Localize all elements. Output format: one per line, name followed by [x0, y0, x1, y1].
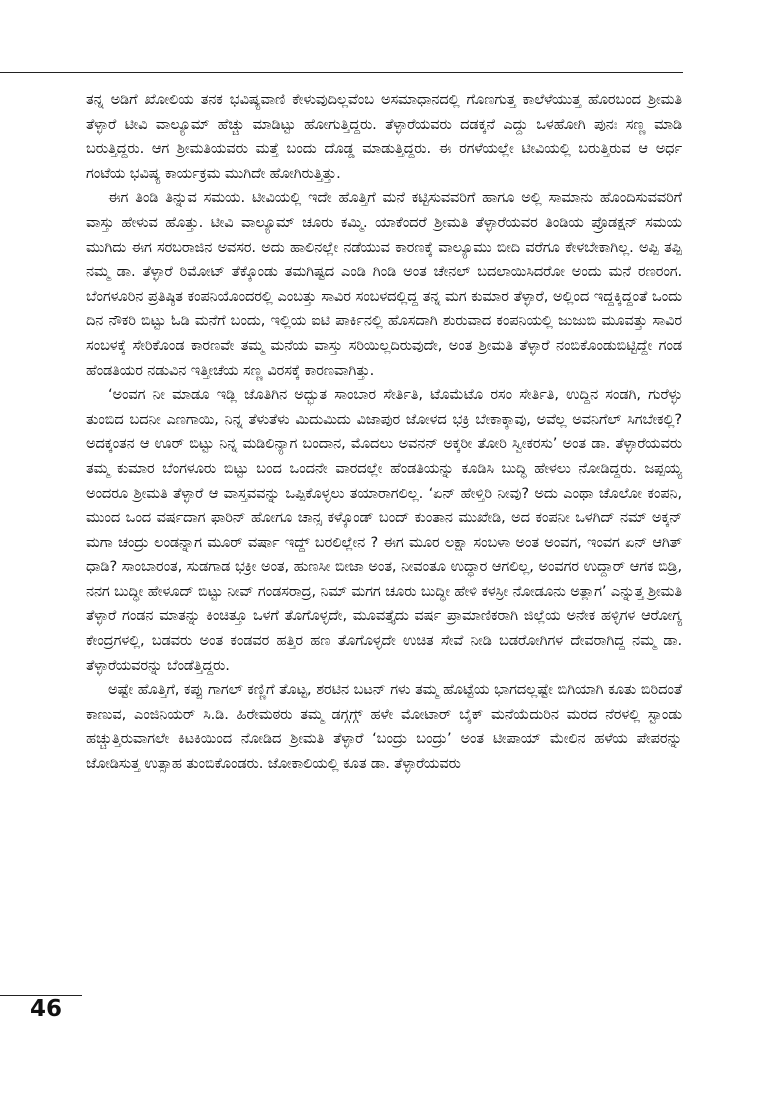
header-rule: [0, 72, 683, 73]
paragraph: ತನ್ನ ಅಡಿಗೆ ಖೋಲಿಯ ತನಕ ಭವಿಷ್ಯವಾಣಿ ಕೇಳುವುದಿಲ್ಲವೆಂಬ ಅಸಮಾಧಾನದಲ್ಲಿ ಗೊಣಗುತ್ತ ಕಾಲೆಳೆಯುತ್ತ ಹೊರಬಂದ ಶ್ರೀಮತಿ ತೆಳ್ಳಾರೆ ಟೀವಿ ವಾಲ್ಯೂಮ್ ಹೆಚ್ಚು ಮಾಡಿಟ್ಟು ಹೋಗುತ್ತಿದ್ದರು. ತೆಳ್ಳಾರೆಯವರು ದಡಕ್ಕನೆ ಎದ್ದು ಒಳಹೋಗಿ ಪುನಃ ಸಣ್ಣ ಮಾಡಿ ಬರುತ್ತಿದ್ದರು. ಆಗ ಶ್ರೀಮತಿಯವರು ಮತ್ತೆ ಬಂದು ದೊಡ್ಡ ಮಾಡುತ್ತಿದ್ದರು. ಈ ರಗಳೆಯಲ್ಲೇ ಟೀವಿಯಲ್ಲಿ ಬರುತ್ತಿರುವ ಆ ಅರ್ಧ ಗಂಟೆಯ ಭವಿಷ್ಯ ಕಾರ್ಯಕ್ರಮ ಮುಗಿದೇ ಹೋಗಿರುತ್ತಿತ್ತು.: [86, 91, 682, 182]
page-number: 46: [30, 996, 63, 1022]
paragraph: ‘ಅಂವಗ ನೀ ಮಾಡೂ ಇಡ್ಲಿ ಜೊತಿಗಿನ ಅದ್ಭುತ ಸಾಂಬಾರ ಸೇರ್ತಿತಿ, ಟೊಮೆಟೊ ರಸಂ ಸೇರ್ತಿತಿ, ಉದ್ದಿನ ಸಂಡಗಿ, ಗುರೆಳ್ಳು ತುಂಬಿದ ಬದನೀ ಎಣಗಾಯಿ, ನಿನ್ನ ತೆಳುತೆಳು ಮಿದುಮಿದು ವಿಜಾಪುರ ಜೋಳದ ಭಕ್ರಿ ಬೇಕಾಕ್ಕಾವು, ಅವೆಲ್ಲ ಅವನಿಗೆಲ್ ಸಿಗಬೇಕಲ್ಲಿ? ಅದಕ್ಕಂತನ ಆ ಊರ್ ಬಿಟ್ಟು ನಿನ್ನ ಮಡಿಲಿನ್ಯಾಗ ಬಂದಾನ, ಮೊದಲು ಅವನನ್ ಅಕ್ಕರೀ ತೋರಿ ಸ್ವೀಕರಸು’ ಅಂತ ಡಾ. ತೆಳ್ಳಾರೆಯವರು ತಮ್ಮ ಕುಮಾರ ಬೆಂಗಳೂರು ಬಿಟ್ಟು ಬಂದ ಒಂದನೇ ವಾರದಲ್ಲೇ ಹೆಂಡತಿಯನ್ನು ಕೂಡಿಸಿ ಬುದ್ಧಿ ಹೇಳಲು ನೋಡಿದ್ದರು. ಜಪ್ಪಯ್ಯ ಅಂದರೂ ಶ್ರೀಮತಿ ತೆಳ್ಳಾರೆ ಆ ವಾಸ್ತವವನ್ನು ಒಪ್ಪಿಕೊಳ್ಳಲು ತಯಾರಾಗಲಿಲ್ಲ. ‘ಏನ್ ಹೇಳ್ತಿರಿ ನೀವು? ಅದು ಎಂಥಾ ಚೊಲೋ ಕಂಪನಿ, ಮುಂದ ಒಂದ ವರ್ಷದಾಗ ಫಾರಿನ್ ಹೋಗೂ ಚಾನ್ಸ ಕಳ್ಕೊಂಡ್ ಬಂದ್ ಕುಂತಾನ ಮುಖೇಡಿ, ಅದ ಕಂಪನೀ ಒಳಗಿದ್ ನಮ್ ಅಕ್ಕನ್ ಮಗಾ ಚಂದ್ರು ಲಂಡನ್ನಾಗ ಮೂರ್ ವರ್ಷಾ ಇದ್ದ್ ಬರಲಿಲ್ಲೇನ ? ಈಗ ಮೂರ ಲಕ್ಷಾ ಸಂಬಳಾ ಅಂತ ಅಂವಗ, ಇಂವಗ ಏನ್ ಆಗಿತ್ ಧಾಡಿ? ಸಾಂಬಾರಂತ, ಸುಡಗಾಡ ಭಕ್ರೀ ಅಂತ, ಹುಣಸೀ ಬೀಜಾ ಅಂತ, ನೀವಂತೂ ಉದ್ಧಾರ ಆಗಲಿಲ್ಲ, ಅಂವಗರ ಉದ್ದಾರ್ ಆಗಕ ಬಿಡ್ರಿ, ನನಗ ಬುದ್ಧೀ ಹೇಳೂದ್ ಬಿಟ್ಟು ನೀವ್ ಗಂಡಸರಾದ್ರ, ನಿಮ್ ಮಗಗ ಚೂರು ಬುದ್ಧೀ ಹೇಳಿ ಕಳಸ್ರೀ ನೋಡೂನು ಅತ್ಲಾಗ’ ಎನ್ನುತ್ತ ಶ್ರೀಮತಿ ತೆಳ್ಳಾರೆ ಗಂಡನ ಮಾತನ್ನು ಕಿಂಚಿತ್ತೂ ಒಳಗೆ ತೊಗೊಳ್ಳದೇ, ಮೂವತ್ತೈದು ವರ್ಷ ಪ್ರಾಮಾಣಿಕರಾಗಿ ಜಿಲ್ಲೆಯ ಅನೇಕ ಹಳ್ಳಿಗಳ ಆರೋಗ್ಯ ಕೇಂದ್ರಗಳಲ್ಲಿ, ಬಡವರು ಅಂತ ಕಂಡವರ ಹತ್ತಿರ ಹಣ ತೊಗೊಳ್ಳದೇ ಉಚಿತ ಸೇವೆ ನೀಡಿ ಬಡರೋಗಿಗಳ ದೇವರಾಗಿದ್ದ ನಮ್ಮ ಡಾ. ತೆಳ್ಳಾರೆಯವರನ್ನು ಬೆಂಡೆತ್ತಿದ್ದರು.: [86, 386, 682, 674]
paragraph: ಈಗ ತಿಂಡಿ ತಿನ್ನುವ ಸಮಯ. ಟೀವಿಯಲ್ಲಿ ಇದೇ ಹೊತ್ತಿಗೆ ಮನೆ ಕಟ್ಟಿಸುವವರಿಗೆ ಹಾಗೂ ಅಲ್ಲಿ ಸಾಮಾನು ಹೊಂದಿಸುವವರಿಗೆ ವಾಸ್ತು ಹೇಳುವ ಹೊತ್ತು. ಟೀವಿ ವಾಲ್ಯೂಮ್ ಚೂರು ಕಮ್ಮಿ. ಯಾಕೆಂದರೆ ಶ್ರೀಮತಿ ತೆಳ್ಳಾರೆಯವರ ತಿಂಡಿಯ ಪ್ರೊಡಕ್ಷನ್ ಸಮಯ ಮುಗಿದು ಈಗ ಸರಬರಾಜಿನ ಅವಸರ. ಅದು ಹಾಲಿನಲ್ಲೇ ನಡೆಯುವ ಕಾರಣಕ್ಕೆ ವಾಲ್ಯೂಮು ಬೀದಿ ವರೆಗೂ ಕೇಳಬೇಕಾಗಿಲ್ಲ. ಅಪ್ಪಿ ತಪ್ಪಿ ನಮ್ಮ ಡಾ. ತೆಳ್ಳಾರೆ ರಿಮೋಟ್ ತೆಕ್ಕೊಂಡು ತಮಗಿಷ್ಟದ ಎಂಡಿ ಗಿಂಡಿ ಅಂತ ಚೇನಲ್ ಬದಲಾಯಿಸಿದರೋ ಅಂದು ಮನೆ ರಣರಂಗ. ಬೆಂಗಳೂರಿನ ಪ್ರತಿಷ್ಠಿತ ಕಂಪನಿಯೊಂದರಲ್ಲಿ ಎಂಬತ್ತು ಸಾವಿರ ಸಂಬಳದಲ್ಲಿದ್ದ ತನ್ನ ಮಗ ಕುಮಾರ ತೆಳ್ಳಾರೆ, ಅಲ್ಲಿಂದ ಇದ್ದಕ್ಕಿದ್ದಂತೆ ಒಂದು ದಿನ ನೌಕರಿ ಬಿಟ್ಟು ಓಡಿ ಮನೆಗೆ ಬಂದು, ಇಲ್ಲಿಯ ಐಟಿ ಪಾರ್ಕಿನಲ್ಲಿ ಹೊಸದಾಗಿ ಶುರುವಾದ ಕಂಪನಿಯಲ್ಲಿ ಜುಜುಬಿ ಮೂವತ್ತು ಸಾವಿರ ಸಂಬಳಕ್ಕೆ ಸೇರಿಕೊಂಡ ಕಾರಣವೇ ತಮ್ಮ ಮನೆಯ ವಾಸ್ತು ಸರಿಯಿಲ್ಲದಿರುವುದೇ, ಅಂತ ಶ್ರೀಮತಿ ತೆಳ್ಳಾರೆ ನಂಬಿಕೊಂಡುಬಿಟ್ಟಿದ್ದೇ ಗಂಡ ಹೆಂಡತಿಯರ ನಡುವಿನ ಇತ್ತೀಚೆಯ ಸಣ್ಣ ವಿರಸಕ್ಕೆ ಕಾರಣವಾಗಿತ್ತು.: [86, 189, 682, 379]
paragraph: ಅಷ್ಟೇ ಹೊತ್ತಿಗೆ, ಕಪ್ಪು ಗಾಗಲ್ ಕಣ್ಣಿಗೆ ತೊಟ್ಟ, ಶರಟಿನ ಬಟನ್ ಗಳು ತಮ್ಮ ಹೊಟ್ಟೆಯ ಭಾಗದಲ್ಲಷ್ಟೇ ಬಿಗಿಯಾಗಿ ಕೂತು ಬಿರಿದಂತೆ ಕಾಣುವ, ಎಂಜಿನಿಯರ್ ಸಿ.ಡಿ. ಹಿರೇಮಠರು ತಮ್ಮ ಡಗ್ಗಗ್ಗ್ ಹಳೇ ಮೋಟಾರ್ ಬೈಕ್ ಮನೆಯೆದುರಿನ ಮರದ ನೆರಳಲ್ಲಿ ಸ್ಟಾಂಡು ಹಚ್ಚುತ್ತಿರುವಾಗಲೇ ಕಿಟಕಿಯಿಂದ ನೋಡಿದ ಶ್ರೀಮತಿ ತೆಳ್ಳಾರೆ ‘ಬಂದ್ರು ಬಂದ್ರು’ ಅಂತ ಟೀಪಾಯ್ ಮೇಲಿನ ಹಳೆಯ ಪೇಪರನ್ನು ಜೋಡಿಸುತ್ತ ಉತ್ಸಾಹ ತುಂಬಿಕೊಂಡರು. ಜೋಕಾಲಿಯಲ್ಲಿ ಕೂತ ಡಾ. ತೆಳ್ಳಾರೆಯವರು: [86, 681, 682, 773]
body-text: [86, 88, 682, 777]
